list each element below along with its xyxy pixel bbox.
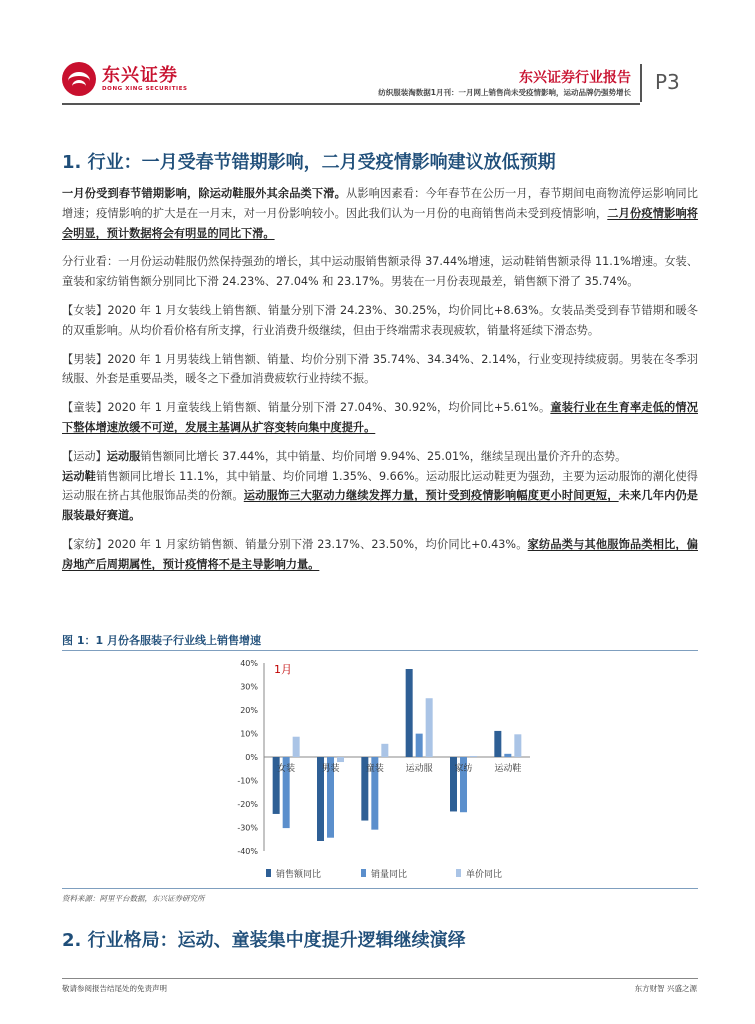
section-1-body (62, 184, 698, 584)
sports-apparel-label: 运动服 (106, 449, 141, 463)
legend-label: 销量同比 (371, 870, 408, 880)
y-tick-label: -20% (237, 800, 258, 809)
page-number: P3 (655, 70, 680, 94)
bar-chart (220, 655, 540, 885)
bar (514, 734, 521, 757)
x-axis-labels (277, 762, 521, 774)
bar (337, 757, 344, 762)
figure-rule-top (62, 650, 698, 651)
report-subtitle: 纺织服装淘数据1月刊：一月网上销售尚未受疫情影响，运动品牌仍强势增长 (378, 88, 631, 97)
x-tick-label: 男装 (321, 764, 340, 774)
summary-bold: 一月份受到春节错期影响，除运动鞋服外其余品类下滑。 (62, 187, 346, 200)
bar (494, 731, 501, 757)
y-tick-label: 40% (240, 659, 258, 668)
footer-disclaimer: 敬请参阅报告结尾处的免责声明 (62, 984, 167, 993)
header-rule (62, 103, 640, 105)
bar (504, 754, 511, 757)
paragraph-home-textile (62, 535, 698, 575)
figure-title: 图 1：1 月份各服装子行业线上销售增速 (62, 634, 261, 647)
legend-label: 销售额同比 (276, 870, 322, 880)
chart-legend (266, 868, 502, 880)
bar (470, 756, 477, 757)
paragraph-womenswear: 【女装】2020 年 1 月女装线上销售额、销量分别下滑 24.23%、30.25%，均价同比+8.63%。女装品类受到春节错期和暖冬的双重影响。从均价看价格有所支撑，行业消费升级继续，但由于终端需求表现疲软，销量将延续下滑态势。 (62, 303, 698, 337)
figure-source: 资料来源：阿里平台数据，东兴证券研究所 (62, 894, 205, 903)
chart-annotation: 1月 (274, 663, 292, 676)
y-tick-label: -40% (237, 847, 258, 856)
legend-label: 单价同比 (466, 870, 503, 880)
legend-swatch (266, 869, 271, 877)
bar (426, 698, 433, 757)
figure-rule-bottom (62, 888, 698, 889)
footer-rule (62, 978, 698, 979)
paragraph-kidswear (62, 398, 698, 438)
home-textile-text: 【家纺】2020 年 1 月家纺销售额、销量分别下滑 23.17%、23.50%，均价同比+0.43%。 (62, 537, 528, 551)
sports-bold-end: 未来几年内仍是服装最好赛道。 (62, 489, 698, 523)
bar (293, 737, 300, 757)
page-header (0, 0, 755, 110)
header-divider (640, 64, 642, 102)
sports-apparel-text: 销售额同比增长 37.44%，其中销量、均价同增 9.94%、25.01%，继续呈现出量价齐升的态势。 (140, 449, 627, 463)
company-logo (62, 62, 188, 96)
paragraph-menswear: 【男装】2020 年 1 月男装线上销售额、销量、均价分别下滑 35.74%、34.34%、2.14%，行业变现持续疲弱。男装在冬季羽绒服、外套是重要品类，暖冬之下叠加消费疲软行业持续不振。 (62, 352, 698, 386)
bar (406, 669, 413, 757)
logo-text (102, 66, 188, 92)
kidswear-text: 【童装】2020 年 1 月童装线上销售额、销量分别下滑 27.04%、30.92%，均价同比+5.61%。 (62, 401, 551, 415)
footer-slogan: 东方财智 兴盛之源 (634, 984, 697, 993)
x-tick-label: 童装 (365, 764, 384, 774)
kidswear-underline: 童装行业在生育率走低的情况下整体增速放缓不可逆，发展主基调从扩容变转向集中度提升。 (62, 401, 698, 434)
report-title: 东兴证券行业报告 (519, 70, 631, 86)
section-2-title: 2. 行业格局：运动、童装集中度提升逻辑继续演绎 (62, 930, 466, 951)
paragraph-summary (62, 184, 698, 243)
x-tick-label: 运动鞋 (494, 764, 522, 774)
section-1-title: 1. 行业：一月受春节错期影响，二月受疫情影响建议放低预期 (62, 152, 556, 173)
sports-prefix: 【运动】 (62, 449, 107, 463)
x-tick-label: 运动服 (405, 764, 433, 774)
bars (273, 669, 522, 841)
x-tick-label: 女装 (277, 764, 296, 774)
summary-text: 从影响因素看：今年春节在公历一月，春节期间电商物流停运影响同比增速；疫情影响的扩大是在一月末，对一月份影响较小。因此我们认为一月份的电商销售尚未受到疫情影响， (62, 187, 698, 220)
summary-underline: 二月份疫情影响将会明显，预计数据将会有明显的同比下滑。 (62, 206, 698, 240)
sports-shoes-label: 运动鞋 (62, 469, 97, 483)
y-tick-label: 10% (240, 729, 258, 739)
y-tick-label: 30% (240, 682, 258, 692)
home-textile-underline: 家纺品类与其他服饰品类相比，偏房地产后周期属性，预计疫情将不是主导影响力量。 (62, 537, 698, 571)
sports-underline: 运动服饰三大驱动力继续发挥力量，预计受到疫情影响幅度更小时间更短， (243, 489, 619, 503)
bar (416, 734, 423, 757)
logo-icon (62, 62, 96, 96)
sports-shoes-text: 销售额同比增长 11.1%，其中销量、均价同增 1.35%、9.66%。运动服比运动鞋更为强劲，主要为运动服饰的潮化使得运动服在挤占其他服饰品类的份额。 (62, 469, 698, 503)
paragraph-by-industry: 分行业看：一月份运动鞋服仍然保持强劲的增长，其中运动服销售额录得 37.44%增速，运动鞋销售额录得 11.1%增速。女装、童装和家纺销售额分别同比下滑 24.23%、27.04% 和 23.17%。男装在一月份表现最差，销售额下滑了 35.74%。 (62, 255, 698, 289)
paragraph-sports (62, 447, 698, 526)
bar (381, 744, 388, 757)
logo-en: DONG XING SECURITIES (102, 86, 188, 92)
logo-cn: 东兴证券 (102, 65, 178, 86)
legend-swatch (361, 869, 366, 877)
y-axis-labels (237, 659, 258, 856)
y-tick-label: -10% (237, 776, 258, 786)
x-tick-label: 家纺 (454, 764, 473, 774)
y-tick-label: -30% (237, 823, 258, 833)
y-tick-label: 0% (245, 753, 258, 762)
legend-swatch (456, 869, 461, 877)
y-tick-label: 20% (240, 706, 258, 715)
